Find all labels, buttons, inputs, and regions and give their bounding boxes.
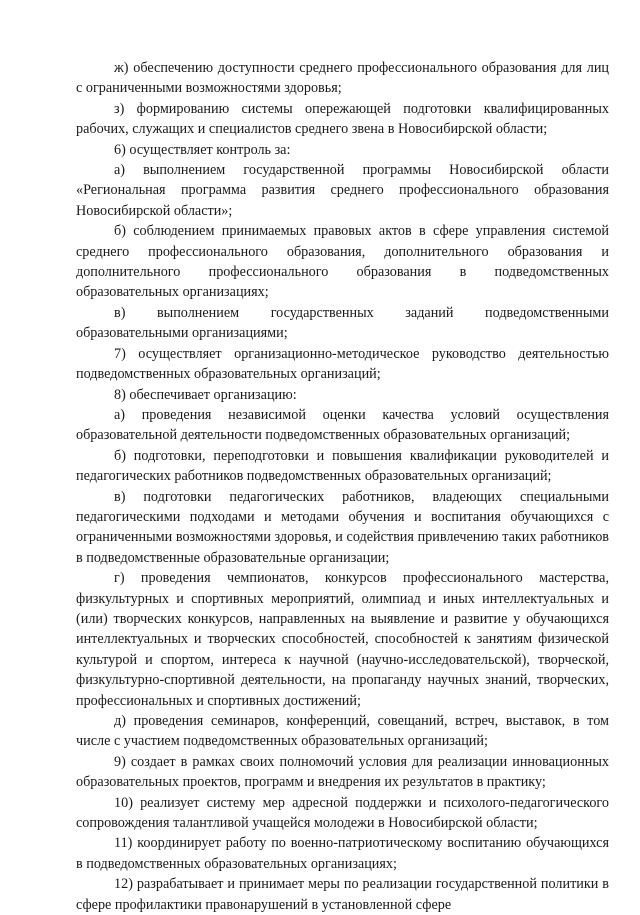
paragraph-item-6v: в) выполнением государственных заданий подведомственными образовательными организациями; [76, 304, 609, 342]
paragraph-item-8v: в) подготовки педагогических работников, владеющих специальными педагогическими подходами и методами обучения и воспитания обучающихся с ограниченными возможностями здоровья, и содействия привлечению таких работников в подведомственные образовательные организации; [76, 488, 609, 566]
paragraph-item-9: 9) создает в рамках своих полномочий условия для реализации инновационных образовательных проектов, программ и внедрения их результатов в практику; [76, 753, 609, 791]
document-page [76, 58, 609, 915]
paragraph-item-6a: а) выполнением государственной программы Новосибирской области «Региональная программа развития среднего профессионального образования Новосибирской области»; [76, 162, 609, 219]
paragraph-item-12: 12) разрабатывает и принимает меры по реализации государственной политики в сфере профилактики правонарушений в установленной сфере [76, 876, 609, 913]
paragraph-item-8d: д) проведения семинаров, конференций, совещаний, встреч, выставок, в том числе с участием подведомственных образовательных организаций; [76, 713, 609, 750]
paragraph-item-8b: б) подготовки, переподготовки и повышения квалификации руководителей и педагогических работников подведомственных образовательных организаций; [76, 447, 609, 485]
paragraph-item-8a: а) проведения независимой оценки качества условий осуществления образовательной деятельности подведомственных образовательных организаций; [76, 406, 609, 444]
paragraph-item-8: 8) обеспечивает организацию: [114, 386, 297, 403]
paragraph-item-6: 6) осуществляет контроль за: [114, 141, 291, 158]
paragraph-item-z: з) формированию системы опережающей подготовки квалифицированных рабочих, служащих и специалистов среднего звена в Новосибирской области; [76, 100, 609, 138]
paragraph-item-11: 11) координирует работу по военно-патриотическому воспитанию обучающихся в подведомственных образовательных организациях; [76, 835, 609, 872]
paragraph-item-7: 7) осуществляет организационно-методическое руководство деятельностью подведомственных образовательных организаций; [76, 345, 609, 383]
paragraph-item-10: 10) реализует систему мер адресной поддержки и психолого-педагогического сопровождения талантливой учащейся молодежи в Новосибирской области; [76, 794, 609, 832]
paragraph-item-8g: г) проведения чемпионатов, конкурсов профессионального мастерства, физкультурных и спортивных мероприятий, олимпиад и иных интеллектуальных и (или) творческих конкурсов, направленных на выявление и развитие у обучающихся интеллектуальных и творческих способностей, способностей к занятиям физической культурой и спортом, интереса к научной (научно-исследовательской), творческой, физкультурно-спортивной деятельности, на пропаганду научных знаний, творческих, профессиональных и спортивных достижений; [76, 570, 609, 709]
paragraph-item-zh: ж) обеспечению доступности среднего профессионального образования для лиц с ограниченными возможностями здоровья; [76, 60, 609, 97]
paragraph-item-6b: б) соблюдением принимаемых правовых актов в сфере управления системой среднего профессионального образования, дополнительного образования и дополнительного профессионального образования в подведомственных образовательных организациях; [76, 223, 609, 301]
